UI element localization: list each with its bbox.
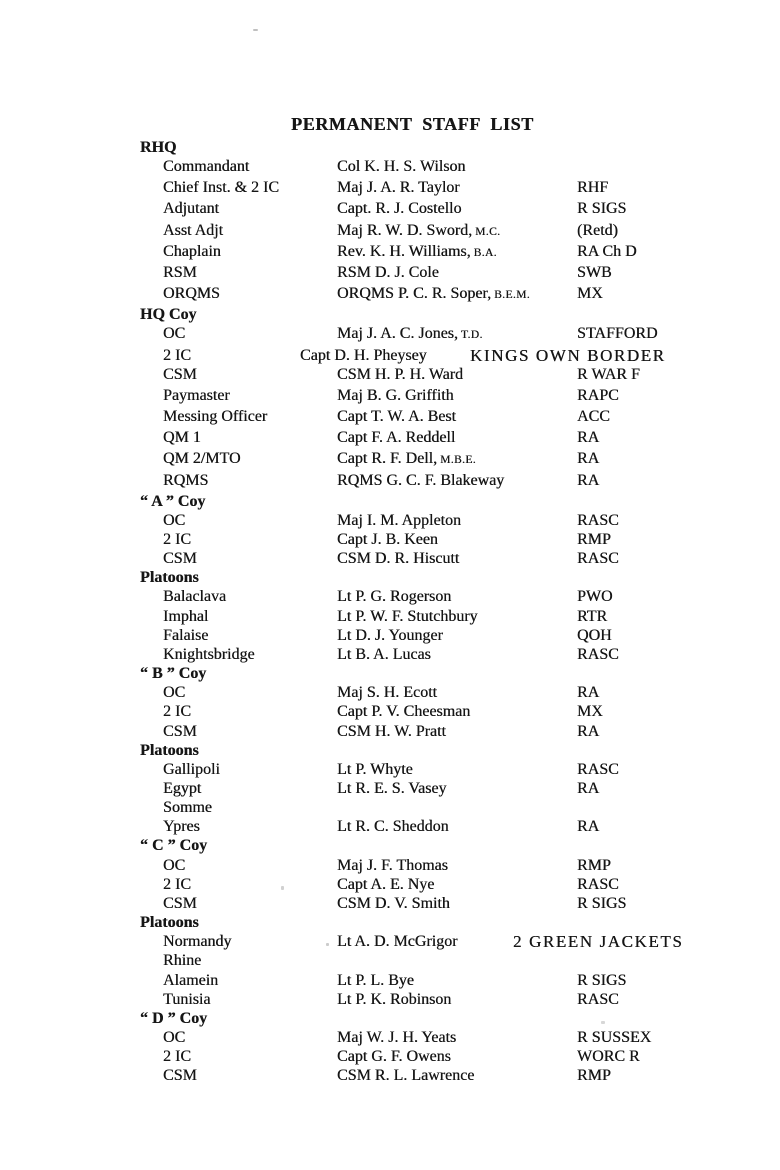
name-cell (337, 607, 577, 626)
name-cell (337, 645, 577, 664)
unit-label: RASC (577, 645, 619, 663)
role-label: Egypt (163, 780, 202, 797)
staff-row (140, 894, 740, 913)
unit-label: RA (577, 471, 600, 489)
section-heading-platoons-c: Platoons (140, 914, 199, 932)
name-label: Capt R. F. Dell, (337, 450, 438, 468)
staff-row (140, 530, 740, 549)
section-heading-hq-coy: HQ Coy (140, 306, 197, 324)
name-cell (337, 263, 577, 284)
unit-label: (Retd) (577, 221, 618, 239)
staff-row (140, 407, 740, 428)
section-heading-b-coy: “ B ” Coy (140, 665, 207, 683)
name-cell (337, 817, 577, 836)
name-cell (337, 530, 577, 549)
name-label: Capt A. E. Nye (337, 875, 435, 893)
name-cell (337, 1047, 577, 1066)
staff-row (140, 221, 740, 242)
unit-label: MX (577, 703, 603, 721)
name-label: Capt G. F. Owens (337, 1048, 451, 1066)
unit-label: R WAR F (577, 365, 640, 383)
unit-label: PWO (577, 588, 613, 606)
name-label: Lt R. C. Sheddon (337, 818, 449, 836)
name-label: Lt R. E. S. Vasey (337, 780, 447, 797)
name-cell (337, 702, 577, 721)
staff-row (140, 242, 740, 263)
role-label: Adjutant (163, 200, 219, 218)
role-label: Imphal (163, 607, 209, 625)
name-label: Lt D. J. Younger (337, 626, 443, 644)
name-label: RQMS G. C. F. Blakeway (337, 471, 505, 489)
name-label: Maj J. A. C. Jones, (337, 325, 458, 343)
name-label: Lt B. A. Lucas (337, 645, 431, 663)
name-label: Rev. K. H. Williams, (337, 242, 471, 260)
page-title: PERMANENT STAFF LIST (291, 114, 534, 134)
name-label: Maj I. M. Appleton (337, 511, 461, 529)
section-heading-platoons-b: Platoons (140, 741, 199, 759)
section-heading-rhq: RHQ (140, 139, 177, 156)
role-label: Commandant (163, 158, 250, 176)
role-label: Somme (163, 799, 212, 817)
name-label: Maj R. W. D. Sword, (337, 221, 473, 239)
name-label: Lt P. K. Robinson (337, 990, 452, 1008)
staff-row (140, 324, 740, 345)
staff-row (140, 798, 740, 817)
honours-suffix: T.D. (460, 329, 483, 342)
staff-row (140, 199, 740, 220)
staff-row (140, 263, 740, 284)
unit-label: RHF (577, 179, 609, 197)
unit-label: RA (577, 780, 600, 797)
scan-artifact (253, 29, 258, 31)
name-cell (337, 199, 577, 220)
role-label: RSM (163, 263, 197, 281)
role-label: Normandy (163, 933, 232, 951)
staff-row (140, 645, 740, 664)
unit-label: R SUSSEX (577, 1029, 652, 1047)
name-cell (337, 284, 577, 305)
name-cell (337, 760, 577, 779)
role-label: Tunisia (163, 990, 211, 1008)
name-label: CSM R. L. Lawrence (337, 1067, 475, 1085)
unit-label: RA Ch D (577, 242, 637, 260)
section-heading-c-coy: “ C ” Coy (140, 837, 208, 855)
role-label: OC (163, 856, 186, 874)
name-label: Capt F. A. Reddell (337, 429, 456, 447)
name-label: Capt T. W. A. Best (337, 408, 456, 426)
unit-label: RASC (577, 511, 619, 529)
role-label: RQMS (163, 471, 209, 489)
name-cell (337, 626, 577, 645)
name-label: Capt P. V. Cheesman (337, 703, 471, 721)
role-label: 2 IC (163, 703, 191, 721)
role-label: OC (163, 1029, 186, 1047)
unit-label: SWB (577, 263, 612, 281)
unit-label: STAFFORD (577, 325, 658, 343)
role-label: OC (163, 511, 186, 529)
name-cell (337, 221, 577, 242)
name-cell (300, 346, 470, 365)
name-label: Capt D. H. Pheysey (300, 346, 427, 364)
role-label: 2 IC (163, 1048, 191, 1066)
unit-label: R SIGS (577, 971, 627, 989)
staff-row (140, 971, 740, 990)
name-cell (337, 951, 577, 970)
honours-suffix: M.B.E. (440, 454, 477, 467)
staff-row (140, 856, 740, 875)
staff-row (140, 702, 740, 721)
unit-label: RA (577, 818, 600, 836)
unit-label: RMP (577, 530, 611, 548)
role-label: Alamein (163, 971, 219, 989)
honours-suffix: B.A. (473, 246, 497, 259)
name-cell (337, 365, 577, 386)
name-cell (337, 722, 577, 741)
name-cell (337, 779, 577, 798)
name-label: Lt P. Whyte (337, 760, 413, 778)
staff-row (140, 990, 740, 1009)
staff-row (140, 284, 740, 305)
staff-row (140, 1028, 740, 1047)
staff-row (140, 683, 740, 702)
staff-row (140, 951, 740, 970)
unit-label: WORC R (577, 1048, 640, 1066)
unit-label: R SIGS (577, 200, 627, 218)
role-label: Balaclava (163, 588, 227, 606)
name-cell (337, 386, 577, 407)
unit-label: RA (577, 429, 600, 447)
name-cell (337, 449, 577, 470)
staff-row (140, 1066, 740, 1085)
name-cell (337, 428, 577, 449)
name-cell (337, 990, 577, 1009)
honours-suffix: B.E.M. (494, 289, 531, 302)
role-label: Paymaster (163, 386, 230, 404)
name-cell (337, 856, 577, 875)
staff-row (140, 386, 740, 407)
staff-row (140, 932, 740, 951)
name-label: Col K. H. S. Wilson (337, 158, 466, 176)
unit-label: RTR (577, 607, 608, 625)
unit-label: QOH (577, 626, 612, 644)
role-label: CSM (163, 894, 197, 912)
staff-row (140, 511, 740, 530)
section-heading-d-coy: “ D ” Coy (140, 1009, 208, 1027)
name-label: Capt. R. J. Costello (337, 200, 462, 218)
unit-label: RASC (577, 760, 619, 778)
staff-row (140, 346, 740, 365)
role-label: CSM (163, 550, 197, 568)
role-label: CSM (163, 722, 197, 740)
name-label: Maj W. J. H. Yeats (337, 1029, 457, 1047)
name-cell (337, 511, 577, 530)
name-cell (337, 971, 577, 990)
name-label: Maj B. G. Griffith (337, 386, 454, 404)
unit-label: MX (577, 285, 603, 303)
name-label: Maj J. F. Thomas (337, 856, 448, 874)
staff-row (140, 365, 740, 386)
unit-label: ACC (577, 408, 610, 426)
unit-label: R SIGS (577, 894, 627, 912)
unit-label: RASC (577, 550, 619, 568)
honours-suffix: M.C. (475, 225, 501, 238)
staff-row (140, 607, 740, 626)
name-label: ORQMS P. C. R. Soper, (337, 285, 492, 303)
unit-label: RA (577, 450, 600, 468)
name-label: CSM D. R. Hiscutt (337, 550, 460, 568)
role-label: Falaise (163, 626, 209, 644)
name-label: Lt P. W. F. Stutchbury (337, 607, 478, 625)
role-label: CSM (163, 365, 197, 383)
staff-row (140, 587, 740, 606)
role-label: Chief Inst. & 2 IC (163, 179, 279, 197)
unit-label: 2 GREEN JACKETS (513, 932, 684, 952)
role-label: Gallipoli (163, 760, 220, 778)
section-heading-a-coy: “ A ” Coy (140, 492, 206, 510)
role-label: Messing Officer (163, 408, 268, 426)
name-cell (337, 1028, 577, 1047)
name-label: Lt P. L. Bye (337, 971, 414, 989)
name-label: RSM D. J. Cole (337, 263, 439, 281)
role-label: 2 IC (163, 346, 191, 364)
role-label: QM 1 (163, 429, 201, 447)
unit-label: RMP (577, 856, 611, 874)
name-cell (337, 875, 577, 894)
staff-row (140, 157, 740, 178)
role-label: OC (163, 325, 186, 343)
staff-row (140, 626, 740, 645)
section-heading-platoons-a: Platoons (140, 569, 199, 587)
role-label: Chaplain (163, 242, 221, 260)
staff-row (140, 722, 740, 741)
unit-label: RAPC (577, 386, 619, 404)
name-cell (337, 157, 577, 178)
staff-row (140, 1047, 740, 1066)
staff-row (140, 760, 740, 779)
name-cell (337, 242, 577, 263)
name-cell (337, 549, 577, 568)
name-cell (337, 324, 577, 345)
name-cell (337, 1066, 577, 1085)
role-label: 2 IC (163, 530, 191, 548)
name-cell (337, 471, 577, 492)
role-label: Knightsbridge (163, 645, 255, 663)
name-label: Lt A. D. McGrigor (337, 933, 458, 951)
unit-label: RA (577, 684, 600, 702)
unit-label: RASC (577, 990, 619, 1008)
staff-row (140, 779, 740, 798)
name-cell (337, 932, 513, 951)
staff-row (140, 471, 740, 492)
role-label: QM 2/MTO (163, 450, 241, 468)
staff-row (140, 875, 740, 894)
name-cell (337, 407, 577, 428)
name-cell (337, 683, 577, 702)
name-label: Maj J. A. R. Taylor (337, 179, 460, 197)
name-label: Maj S. H. Ecott (337, 684, 437, 702)
staff-row (140, 449, 740, 470)
staff-row (140, 817, 740, 836)
role-label: OC (163, 684, 186, 702)
role-label: 2 IC (163, 875, 191, 893)
unit-label: RASC (577, 875, 619, 893)
name-cell (337, 178, 577, 199)
role-label: CSM (163, 1067, 197, 1085)
name-label: CSM H. P. H. Ward (337, 365, 463, 383)
staff-row (140, 549, 740, 568)
name-cell (337, 587, 577, 606)
staff-row (140, 428, 740, 449)
role-label: ORQMS (163, 285, 220, 303)
staff-row (140, 178, 740, 199)
role-label: Rhine (163, 952, 202, 970)
unit-label: RA (577, 722, 600, 740)
role-label: Asst Adjt (163, 221, 224, 239)
name-label: CSM H. W. Pratt (337, 722, 446, 740)
unit-label: RMP (577, 1067, 611, 1085)
role-label: Ypres (163, 818, 200, 836)
name-cell (337, 894, 577, 913)
name-label: Capt J. B. Keen (337, 530, 438, 548)
staff-list (140, 138, 740, 1086)
name-cell (337, 798, 577, 817)
unit-label: KINGS OWN BORDER (470, 345, 666, 365)
name-label: CSM D. V. Smith (337, 894, 450, 912)
name-label: Lt P. G. Rogerson (337, 588, 452, 606)
